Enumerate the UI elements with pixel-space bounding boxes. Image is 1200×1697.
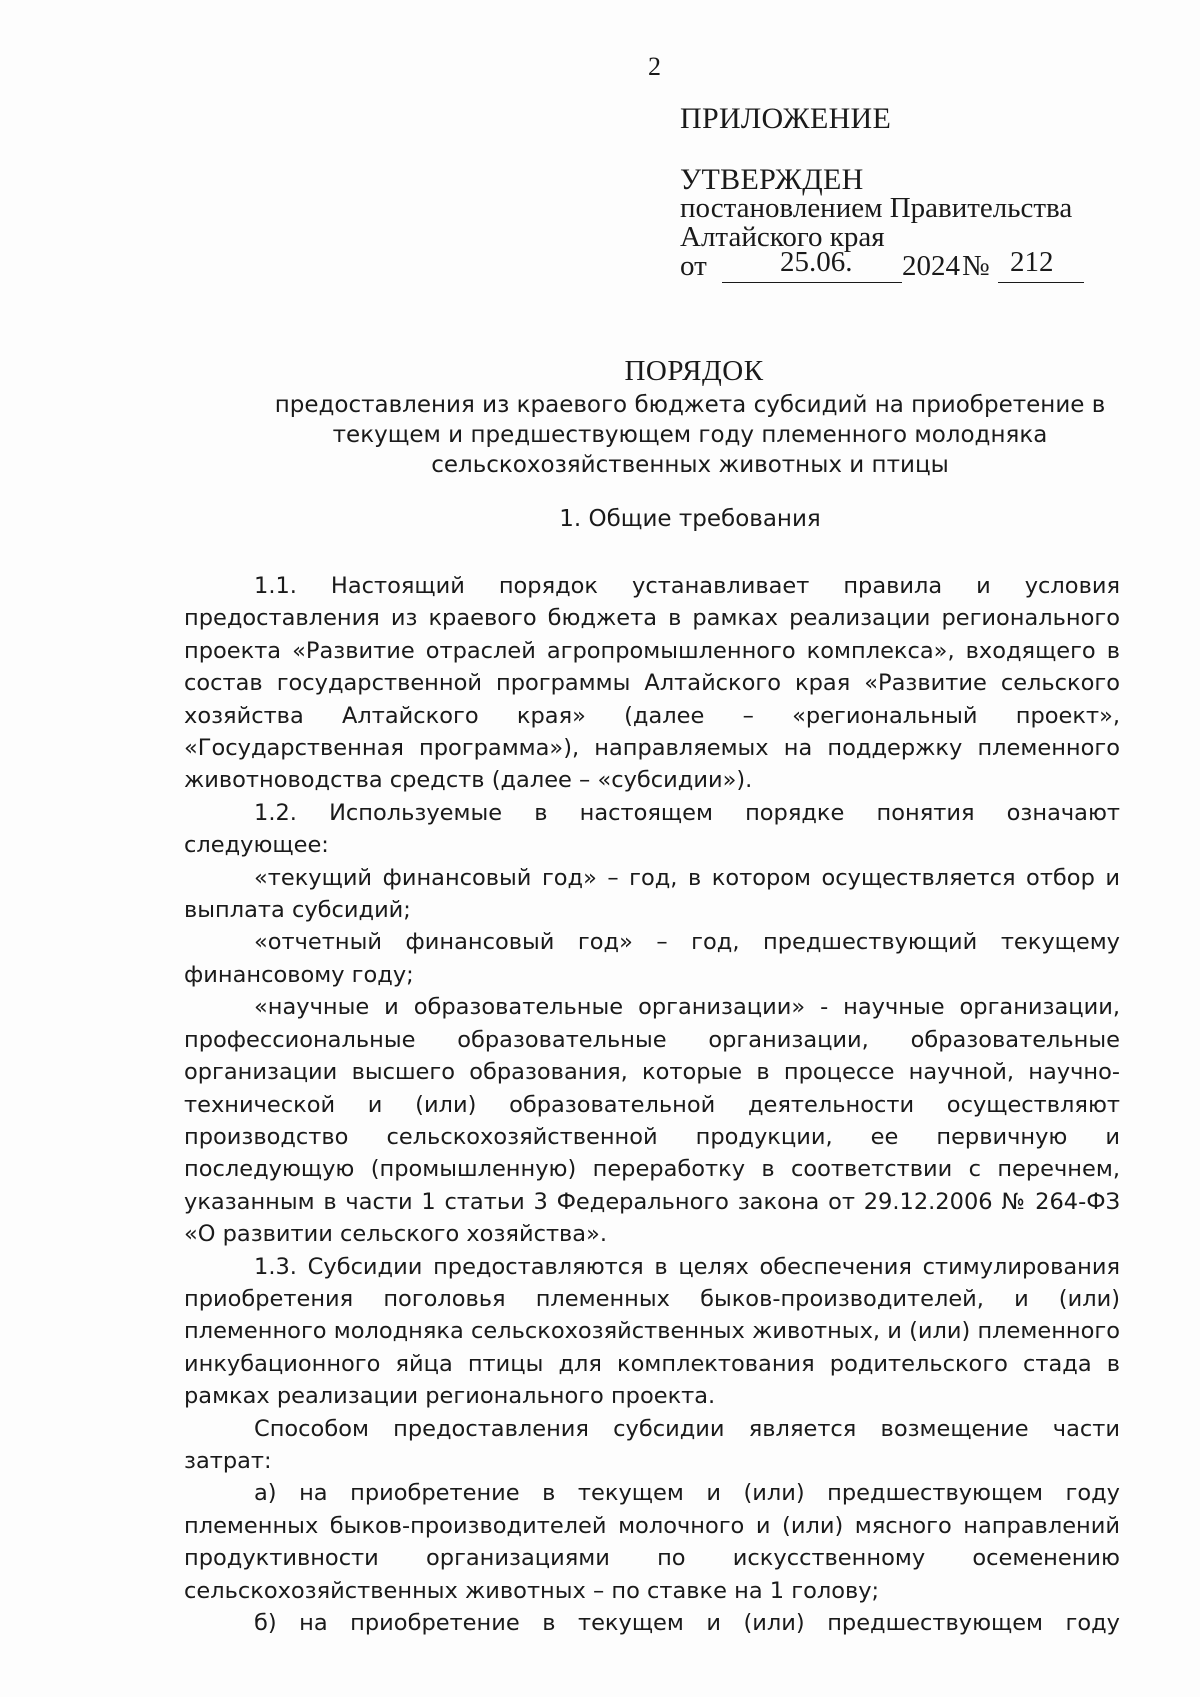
decree-date: 25.06.: [780, 246, 853, 278]
document-subtitle-line: сельскохозяйственных животных и птицы: [431, 452, 949, 478]
decree-number: 212: [1010, 246, 1054, 278]
appendix-label: ПРИЛОЖЕНИЕ: [680, 102, 892, 135]
paragraph: «научные и образовательные организации» - научные организации, профессиональные образовательные организации, образовательные организации высшего образования, которые в процессе научной, научно-технической и (или) образовательной деятельности осуществляют производство сельскохозяйственной продукции, ее первичную и последующую (промышленную) переработку в соответствии с перечнем, указанным в части 1 статьи 3 Федерального закона от 29.12.2006 № 264-ФЗ «О развитии сельского хозяйства».: [184, 994, 1120, 1248]
page-number: 2: [648, 52, 661, 81]
paragraph: Способом предоставления субсидии является возмещение части затрат:: [184, 1415, 1120, 1474]
document-subtitle-line: предоставления из краевого бюджета субсидий на приобретение в: [274, 392, 1106, 418]
document-body: [184, 570, 1120, 1639]
document-title: ПОРЯДОК: [624, 355, 764, 387]
date-prefix: от: [680, 250, 707, 282]
document-title-block: [180, 356, 1200, 480]
decree-date-line: [680, 246, 1100, 282]
approved-label: УТВЕРЖДЕН: [680, 163, 864, 196]
paragraph: 1.1. Настоящий порядок устанавливает правила и условия предоставления из краевого бюджета в рамках реализации регионального проекта «Развитие отраслей агропромышленного комплекса», входящего в состав государственной программы Алтайского края «Развитие сельского хозяйства Алтайского края» (далее – «региональный проект», «Государственная программа»), направляемых на поддержку племенного животноводства средств (далее – «субсидии»).: [184, 573, 1120, 794]
approval-line-1: постановлением Правительства: [680, 192, 1073, 224]
section-heading: 1. Общие требования: [559, 506, 821, 532]
paragraph: «отчетный финансовый год» – год, предшествующий текущему финансовому году;: [184, 929, 1120, 988]
paragraph: «текущий финансовый год» – год, в котором осуществляется отбор и выплата субсидий;: [184, 864, 1120, 924]
document-subtitle-line: текущем и предшествующем году племенного молодняка: [332, 422, 1048, 448]
number-sign: №: [962, 250, 990, 282]
paragraph: б) на приобретение в текущем и (или) предшествующем году: [254, 1610, 1120, 1636]
approval-line-2: Алтайского края: [680, 221, 885, 253]
decree-year: 2024: [902, 250, 960, 282]
paragraph: а) на приобретение в текущем и (или) предшествующем году племенных быков-производителей молочного и (или) мясного направлений продуктивности организациями по искусственному осеменению сельскохозяйственных животных – по ставке на 1 голову;: [184, 1480, 1120, 1604]
paragraph: 1.3. Субсидии предоставляются в целях обеспечения стимулирования приобретения поголовья племенных быков-производителей, и (или) племенного молодняка сельскохозяйственных животных, и (или) племенного инкубационного яйца птицы для комплектования родительского стада в рамках реализации регионального проекта.: [184, 1253, 1120, 1410]
paragraph: 1.2. Используемые в настоящем порядке понятия означают следующее:: [184, 799, 1120, 859]
approval-block: [680, 104, 1100, 282]
